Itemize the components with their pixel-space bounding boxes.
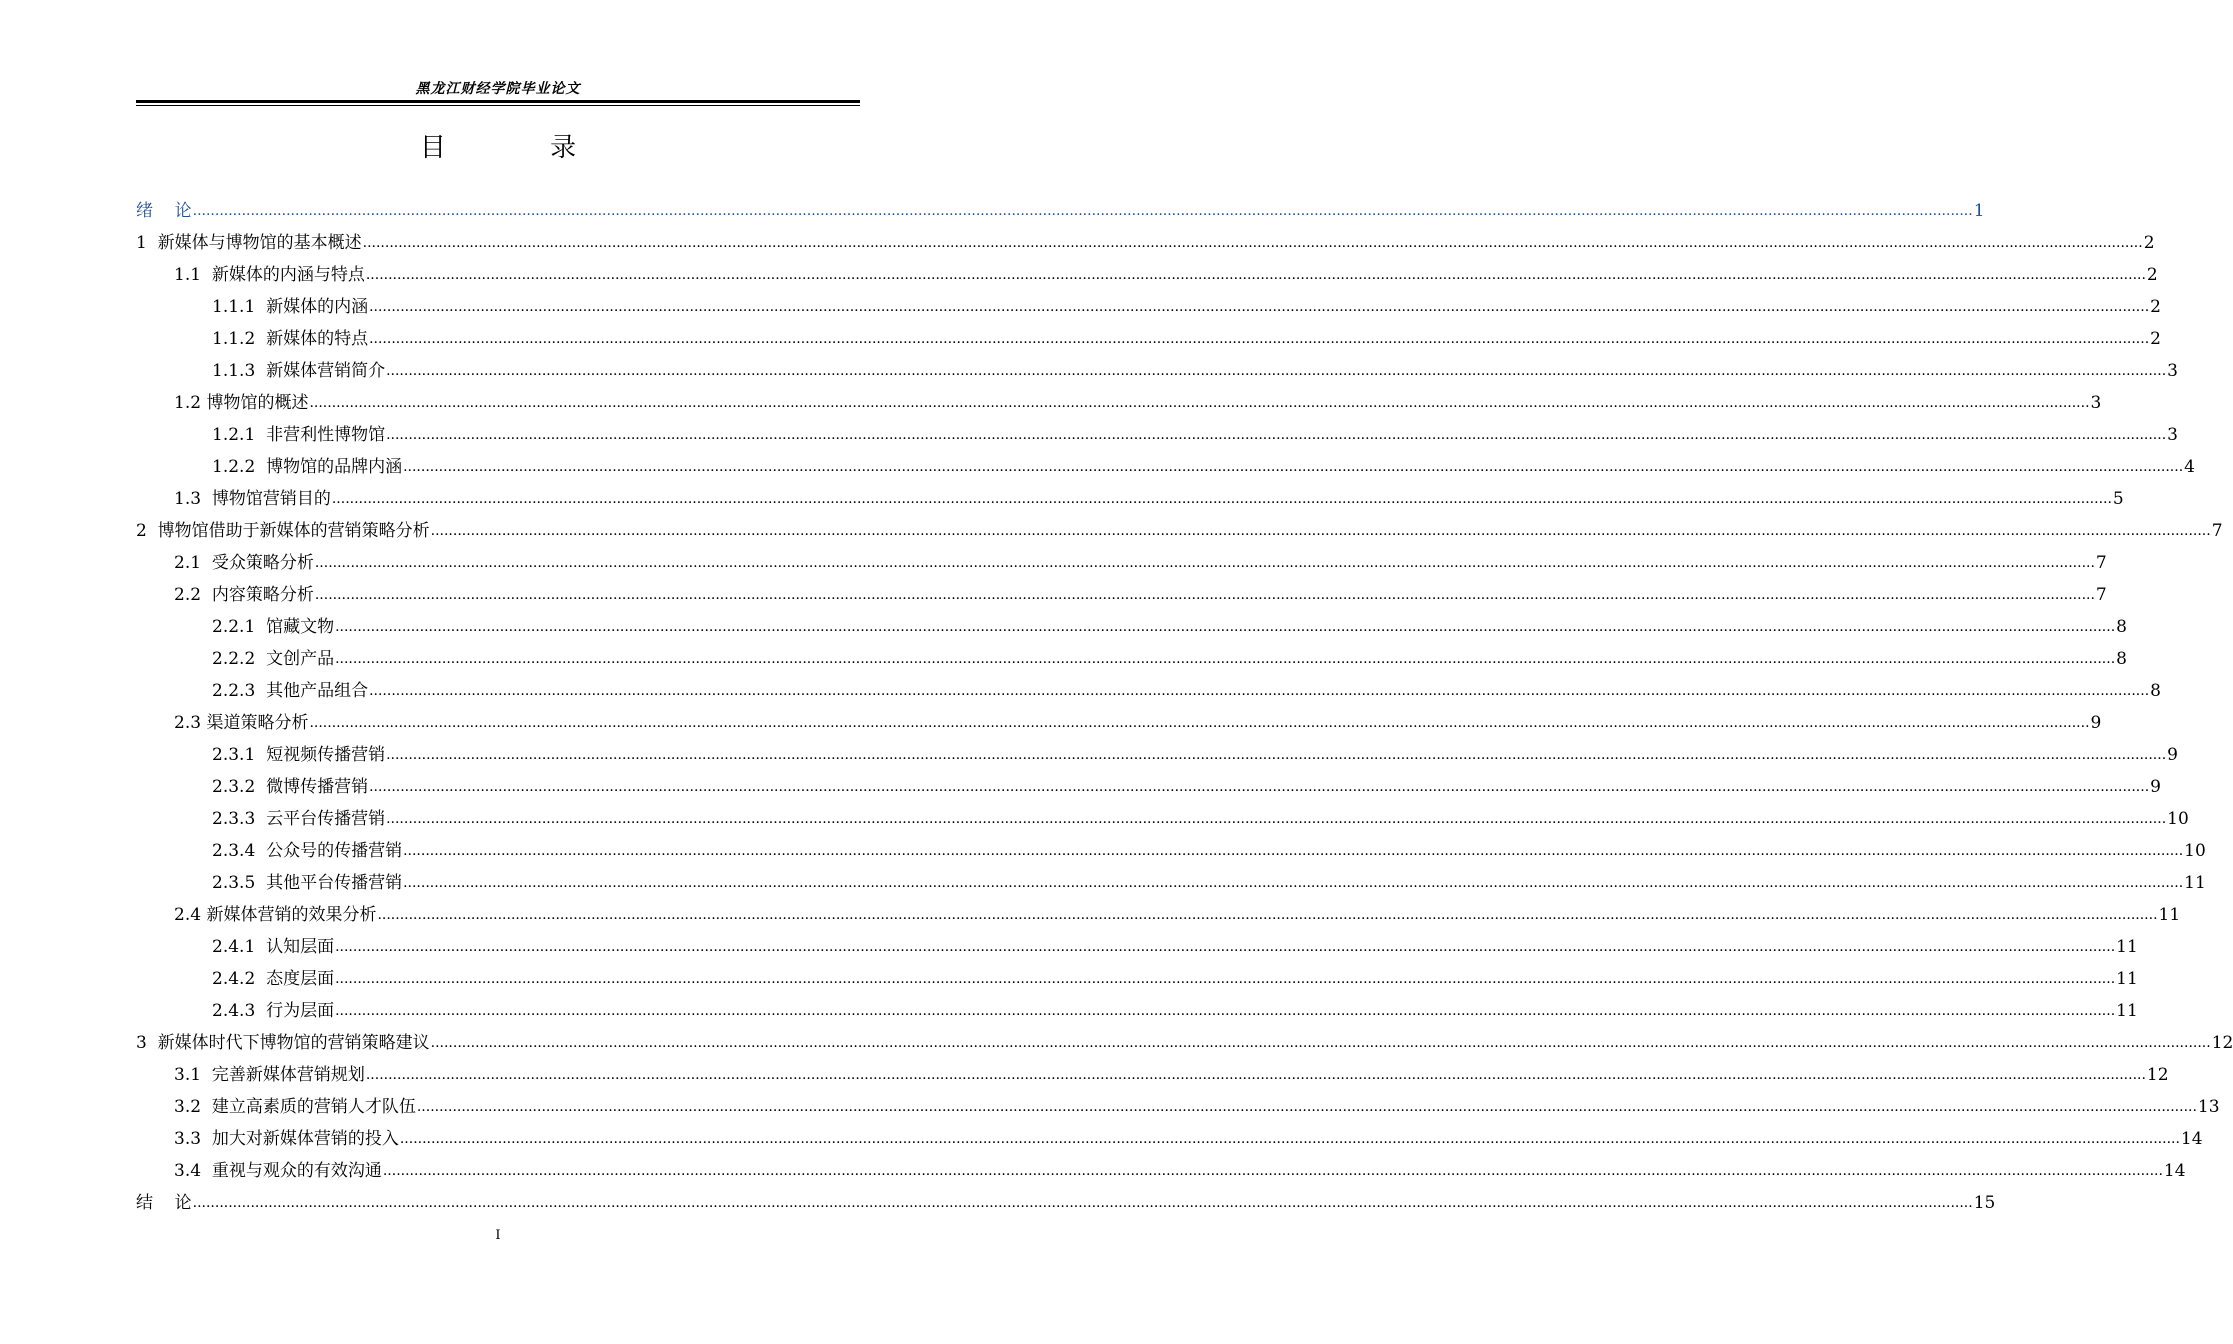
toc-entry [136, 222, 2155, 254]
toc-entry-label: 2.3.4 公众号的传播营销 [212, 841, 403, 861]
toc-entry-label: 3.4 重视与观众的有效沟通 [174, 1161, 382, 1181]
toc-dot-leader: ................................................................................................................................................................................................................................................................................................................................................................................................................ [369, 779, 2150, 795]
toc-dot-leader: ................................................................................................................................................................................................................................................................................................................................................................................................................ [399, 1131, 2180, 1147]
toc-dot-leader: ................................................................................................................................................................................................................................................................................................................................................................................................................ [331, 491, 2112, 507]
toc-entry-page: 10 [2167, 809, 2189, 829]
toc-entry-page: 11 [2184, 873, 2206, 893]
toc-entry-label: 1.2 博物馆的概述 [174, 393, 309, 413]
toc-dot-leader: ................................................................................................................................................................................................................................................................................................................................................................................................................ [192, 203, 1973, 219]
toc-dot-leader: ................................................................................................................................................................................................................................................................................................................................................................................................................ [335, 1003, 2116, 1019]
toc-entry-page: 9 [2150, 777, 2161, 797]
toc-entry-label: 绪 论 [136, 201, 192, 221]
toc-entry-label: 2 博物馆借助于新媒体的营销策略分析 [136, 521, 430, 541]
toc-dot-leader: ................................................................................................................................................................................................................................................................................................................................................................................................................ [403, 459, 2184, 475]
toc-entry-page: 11 [2116, 1001, 2138, 1021]
toc-dot-leader: ................................................................................................................................................................................................................................................................................................................................................................................................................ [314, 587, 2095, 603]
toc-entry [136, 830, 2206, 862]
toc-entry-page: 7 [2211, 521, 2223, 541]
toc-entry-label: 1.2.2 博物馆的品牌内涵 [212, 457, 403, 477]
toc-entry [136, 254, 2158, 286]
toc-dot-leader: ................................................................................................................................................................................................................................................................................................................................................................................................................ [369, 683, 2150, 699]
toc-dot-leader: ................................................................................................................................................................................................................................................................................................................................................................................................................ [192, 1195, 1973, 1211]
header-rule-thick [136, 100, 860, 103]
toc-dot-leader: ................................................................................................................................................................................................................................................................................................................................................................................................................ [314, 555, 2095, 571]
toc-entry-label: 1.1.1 新媒体的内涵 [212, 297, 369, 317]
toc-entry [136, 766, 2161, 798]
toc-entry [136, 478, 2124, 510]
toc-entry [136, 286, 2161, 318]
toc-entry [136, 798, 2189, 830]
toc-entry [136, 1054, 2169, 1086]
toc-entry [136, 958, 2138, 990]
toc-entry [136, 638, 2127, 670]
toc-entry-page: 9 [2090, 713, 2102, 733]
toc-entry-page: 10 [2184, 841, 2206, 861]
toc-entry [136, 1118, 2203, 1150]
toc-entry-label: 3 新媒体时代下博物馆的营销策略建议 [136, 1033, 430, 1053]
toc-entry-label: 3.2 建立高素质的营销人才队伍 [174, 1097, 416, 1117]
toc-entry-label: 2.4 新媒体营销的效果分析 [174, 905, 377, 925]
toc-dot-leader: ................................................................................................................................................................................................................................................................................................................................................................................................................ [377, 907, 2158, 923]
toc-entry-page: 3 [2167, 425, 2178, 445]
toc-entry-page: 13 [2197, 1097, 2220, 1117]
toc-entry [136, 894, 2181, 926]
toc-entry [136, 414, 2178, 446]
toc-entry-page: 12 [2211, 1033, 2233, 1053]
toc-entry-label: 2.3.5 其他平台传播营销 [212, 873, 403, 893]
toc-entry-page: 12 [2146, 1065, 2169, 1085]
toc-entry [136, 926, 2138, 958]
toc-entry [136, 990, 2138, 1022]
toc-entry-label: 2.4.2 态度层面 [212, 969, 335, 989]
toc-dot-leader: ................................................................................................................................................................................................................................................................................................................................................................................................................ [386, 363, 2167, 379]
toc-entry-page: 8 [2150, 681, 2161, 701]
toc-dot-leader: ................................................................................................................................................................................................................................................................................................................................................................................................................ [309, 395, 2090, 411]
toc-entry [136, 702, 2102, 734]
toc-entry [136, 318, 2161, 350]
toc-entry [136, 1150, 2186, 1182]
toc-dot-leader: ................................................................................................................................................................................................................................................................................................................................................................................................................ [386, 811, 2167, 827]
toc-dot-leader: ................................................................................................................................................................................................................................................................................................................................................................................................................ [365, 1067, 2146, 1083]
toc-entry-label: 结 论 [136, 1193, 192, 1213]
toc-entry-label: 2.3.1 短视频传播营销 [212, 745, 386, 765]
toc-entry[interactable] [136, 190, 1985, 222]
toc-entry-label: 2.2.2 文创产品 [212, 649, 335, 669]
toc-entry-label: 3.3 加大对新媒体营销的投入 [174, 1129, 399, 1149]
toc-entry-page: 11 [2116, 937, 2138, 957]
toc-entry-label: 2.3 渠道策略分析 [174, 713, 309, 733]
toc-entry-label: 1.2.1 非营利性博物馆 [212, 425, 386, 445]
toc-entry-page: 3 [2167, 361, 2178, 381]
toc-entry-label: 1.3 博物馆营销目的 [174, 489, 331, 509]
toc-dot-leader: ................................................................................................................................................................................................................................................................................................................................................................................................................ [365, 267, 2146, 283]
toc-entry [136, 446, 2195, 478]
toc-dot-leader: ................................................................................................................................................................................................................................................................................................................................................................................................................ [386, 427, 2167, 443]
toc-entry [136, 734, 2178, 766]
toc-dot-leader: ................................................................................................................................................................................................................................................................................................................................................................................................................ [416, 1099, 2197, 1115]
toc-entry-label: 2.3.3 云平台传播营销 [212, 809, 386, 829]
running-header: 黑龙江财经学院毕业论文 [415, 81, 581, 97]
toc-entry-page: 11 [2116, 969, 2138, 989]
toc-entry-label: 1.1 新媒体的内涵与特点 [174, 265, 365, 285]
toc-entry-label: 2.2.1 馆藏文物 [212, 617, 335, 637]
toc-entry [136, 574, 2107, 606]
toc-dot-leader: ................................................................................................................................................................................................................................................................................................................................................................................................................ [309, 715, 2090, 731]
toc-entry-label: 2.4.3 行为层面 [212, 1001, 335, 1021]
toc-dot-leader: ................................................................................................................................................................................................................................................................................................................................................................................................................ [369, 299, 2150, 315]
toc-entry-page: 8 [2116, 649, 2127, 669]
toc-entry-label: 1.1.2 新媒体的特点 [212, 329, 369, 349]
toc-entry [136, 862, 2206, 894]
toc-dot-leader: ................................................................................................................................................................................................................................................................................................................................................................................................................ [362, 235, 2143, 251]
toc-entry-page: 8 [2116, 617, 2127, 637]
toc-entry-label: 1 新媒体与博物馆的基本概述 [136, 233, 362, 253]
toc-entry [136, 1086, 2220, 1118]
toc-entry-page: 14 [2163, 1161, 2186, 1181]
header-rule-thin [136, 105, 860, 106]
toc-entry-label: 2.1 受众策略分析 [174, 553, 314, 573]
toc-dot-leader: ................................................................................................................................................................................................................................................................................................................................................................................................................ [430, 1035, 2211, 1051]
toc-dot-leader: ................................................................................................................................................................................................................................................................................................................................................................................................................ [386, 747, 2167, 763]
toc-dot-leader: ................................................................................................................................................................................................................................................................................................................................................................................................................ [430, 523, 2211, 539]
toc-entry-page: 3 [2090, 393, 2102, 413]
toc-dot-leader: ................................................................................................................................................................................................................................................................................................................................................................................................................ [335, 939, 2116, 955]
toc-entry-label: 2.4.1 认知层面 [212, 937, 335, 957]
toc-entry-page: 4 [2184, 457, 2195, 477]
toc-dot-leader: ................................................................................................................................................................................................................................................................................................................................................................................................................ [335, 619, 2116, 635]
toc-entry-page: 5 [2112, 489, 2124, 509]
toc-entry-label: 2.3.2 微博传播营销 [212, 777, 369, 797]
toc-entry [136, 382, 2102, 414]
toc-dot-leader: ................................................................................................................................................................................................................................................................................................................................................................................................................ [382, 1163, 2163, 1179]
toc-entry-label: 2.2.3 其他产品组合 [212, 681, 369, 701]
toc-dot-leader: ................................................................................................................................................................................................................................................................................................................................................................................................................ [369, 331, 2150, 347]
toc-entry-page: 1 [1973, 201, 1985, 221]
toc-entry-page: 7 [2095, 585, 2107, 605]
toc-dot-leader: ................................................................................................................................................................................................................................................................................................................................................................................................................ [403, 843, 2184, 859]
toc-entry-label: 2.2 内容策略分析 [174, 585, 314, 605]
toc-entry [136, 606, 2127, 638]
toc-entry-page: 14 [2180, 1129, 2203, 1149]
toc-dot-leader: ................................................................................................................................................................................................................................................................................................................................................................................................................ [403, 875, 2184, 891]
toc-entry-page: 2 [2143, 233, 2155, 253]
toc-entry-page: 11 [2158, 905, 2181, 925]
toc-dot-leader: ................................................................................................................................................................................................................................................................................................................................................................................................................ [335, 651, 2116, 667]
toc-entry-page: 9 [2167, 745, 2178, 765]
toc-entry-page: 2 [2146, 265, 2158, 285]
toc-entry [136, 1182, 1996, 1214]
page-number: I [495, 1228, 501, 1243]
toc-entry-label: 1.1.3 新媒体营销简介 [212, 361, 386, 381]
toc-dot-leader: ................................................................................................................................................................................................................................................................................................................................................................................................................ [335, 971, 2116, 987]
toc-entry [136, 542, 2107, 574]
toc-entry [136, 350, 2178, 382]
toc-title: 目 录 [419, 133, 625, 163]
toc-entry [136, 1022, 2233, 1054]
toc-entry-page: 2 [2150, 297, 2161, 317]
toc-entry [136, 510, 2223, 542]
toc-entry [136, 670, 2161, 702]
toc-entry-page: 2 [2150, 329, 2161, 349]
toc-entry-label: 3.1 完善新媒体营销规划 [174, 1065, 365, 1085]
toc-entry-page: 7 [2095, 553, 2107, 573]
toc-entry-page: 15 [1973, 1193, 1996, 1213]
